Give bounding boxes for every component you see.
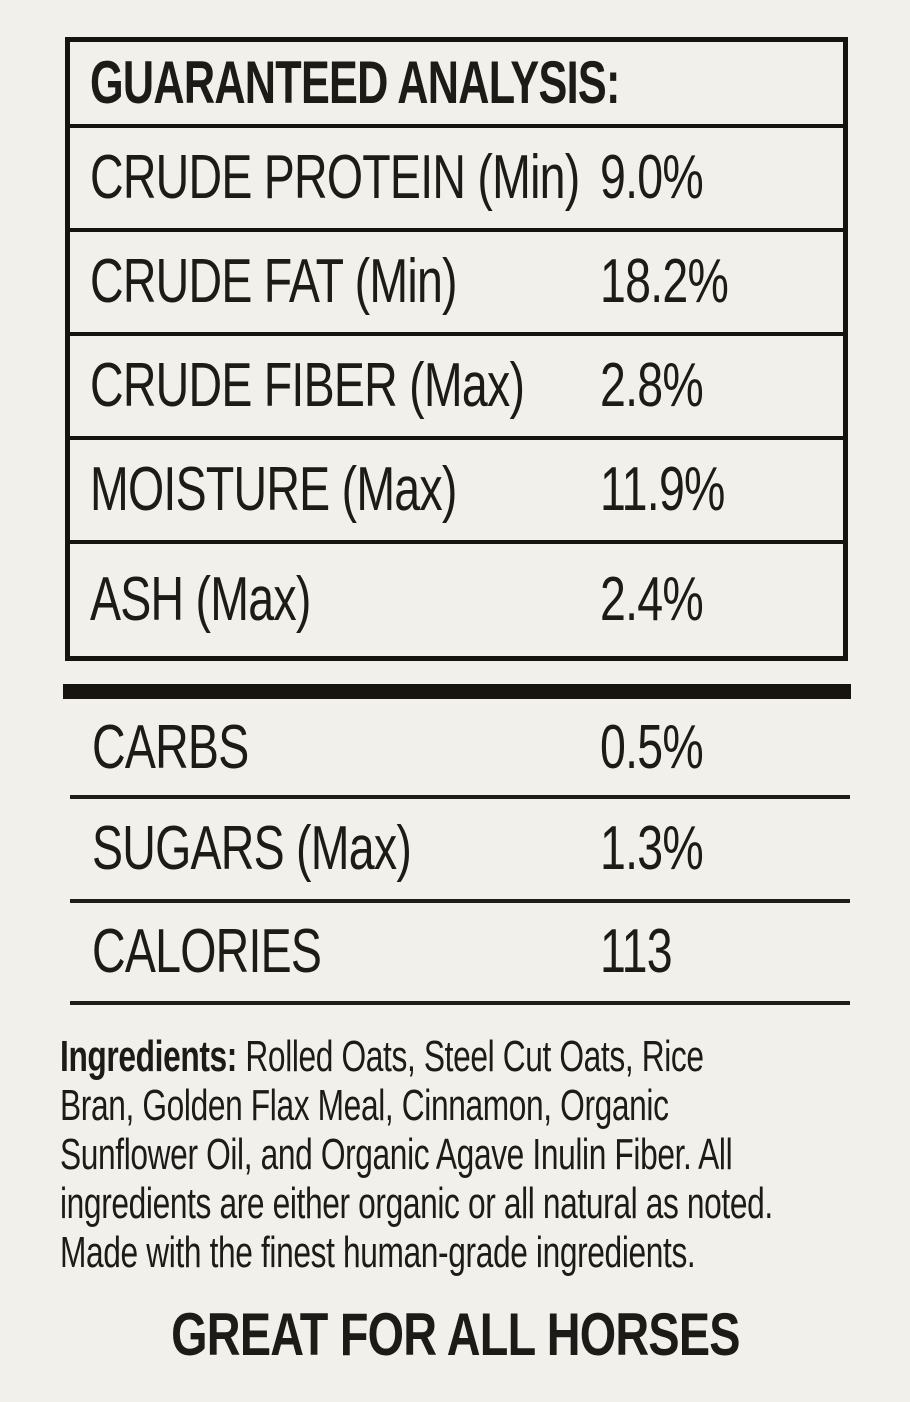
summary-row-value: 0.5% — [600, 713, 703, 782]
ingredients-label: Ingredients: — [60, 1032, 237, 1081]
summary-row-carbs — [0, 700, 910, 796]
analysis-row-label: ASH (Max) — [90, 565, 311, 634]
analysis-row-crude-fiber — [70, 336, 843, 440]
analysis-row-value: 9.0% — [600, 143, 703, 212]
row-separator-line — [70, 1001, 850, 1005]
ingredients-line-text: Rolled Oats, Steel Cut Oats, Rice — [236, 1032, 704, 1081]
tagline — [0, 1298, 910, 1372]
analysis-row-value: 2.8% — [600, 351, 703, 420]
analysis-row-value: 2.4% — [600, 565, 703, 634]
analysis-row-label: CRUDE PROTEIN (Min) — [90, 143, 580, 212]
analysis-row-moisture — [70, 440, 843, 544]
analysis-row-label: CRUDE FIBER (Max) — [90, 351, 525, 420]
guaranteed-analysis-table — [65, 37, 848, 661]
ingredients-line: Bran, Golden Flax Meal, Cinnamon, Organic — [60, 1081, 669, 1130]
ingredients-line: ingredients are either organic or all natural as noted. — [60, 1179, 773, 1228]
analysis-row-ash — [70, 544, 843, 656]
summary-row-label: SUGARS (Max) — [92, 814, 412, 883]
analysis-row-crude-protein — [70, 128, 843, 232]
summary-row-sugars — [0, 799, 910, 899]
summary-row-value: 113 — [600, 917, 672, 986]
analysis-row-label: CRUDE FAT (Min) — [90, 247, 457, 316]
analysis-row-value: 11.9% — [600, 455, 725, 524]
analysis-row-crude-fat — [70, 232, 843, 336]
ingredients-line — [60, 1032, 704, 1081]
summary-row-label: CALORIES — [92, 917, 322, 986]
ingredients-line: Sunflower Oil, and Organic Agave Inulin Fiber. All — [60, 1130, 733, 1179]
summary-row-calories — [0, 903, 910, 1001]
ingredients-line: Made with the finest human-grade ingredients. — [60, 1228, 696, 1277]
analysis-row-label: MOISTURE (Max) — [90, 455, 457, 524]
ingredients-section — [60, 1032, 900, 1277]
tagline-text: GREAT FOR ALL HORSES — [170, 1301, 740, 1368]
guaranteed-analysis-title — [70, 42, 843, 128]
summary-row-label: CARBS — [92, 713, 249, 782]
guaranteed-analysis-title-text: GUARANTEED ANALYSIS: — [90, 49, 620, 116]
summary-row-value: 1.3% — [600, 814, 703, 883]
analysis-row-value: 18.2% — [600, 247, 729, 316]
section-divider-bar — [63, 684, 851, 699]
